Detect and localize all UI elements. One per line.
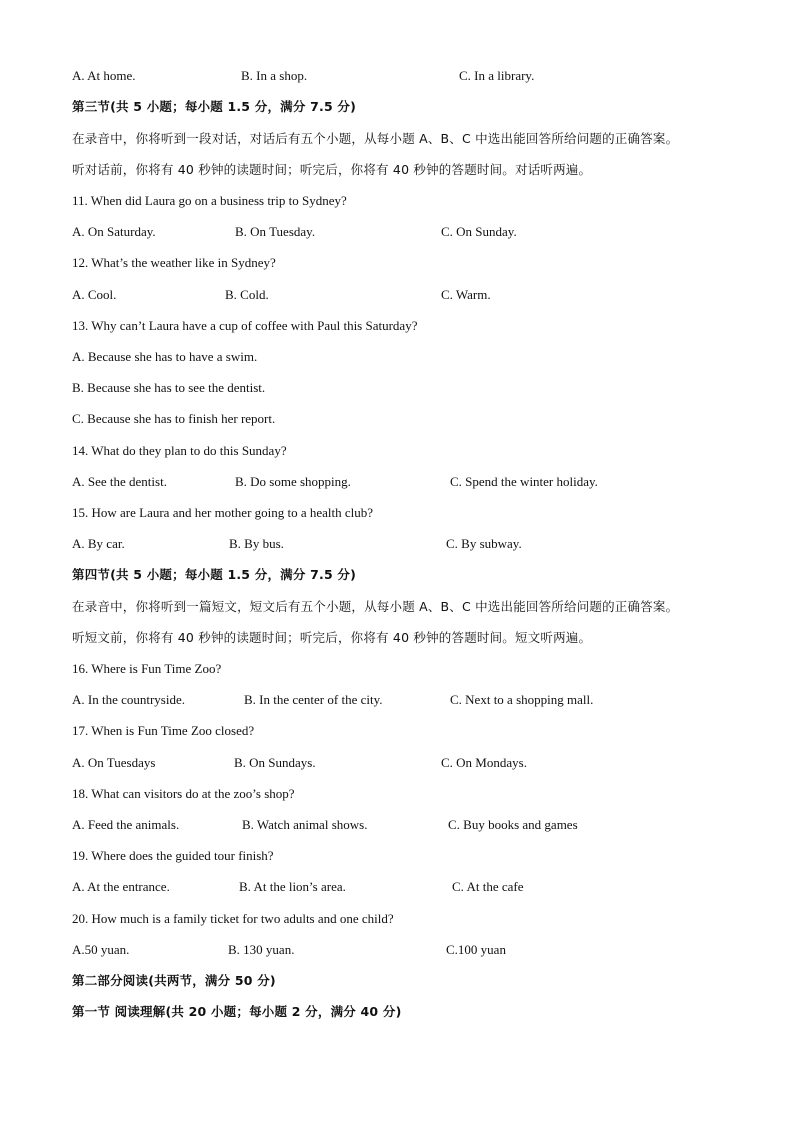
section4-instruction-2: 听短文前，你将有 40 秒钟的读题时间；听完后，你将有 40 秒钟的答题时间。短文听两遍。 (72, 630, 592, 645)
question-11: 11. When did Laura go on a business trip to Sydney? (72, 193, 347, 208)
section3-heading: 第三节(共 5 小题；每小题 1.5 分，满分 7.5 分) (72, 99, 357, 114)
q19-option-c: C. At the cafe (452, 879, 524, 894)
q18-option-b: B. Watch animal shows. (242, 817, 368, 832)
q11-option-b: B. On Tuesday. (235, 224, 316, 239)
q16-option-a: A. In the countryside. (72, 692, 186, 707)
section3-instruction-2: 听对话前，你将有 40 秒钟的读题时间；听完后，你将有 40 秒钟的答题时间。对话听两遍。 (72, 162, 592, 177)
q14-option-b: B. Do some shopping. (235, 474, 351, 489)
q18-option-c: C. Buy books and games (448, 817, 578, 832)
q12-option-c: C. Warm. (441, 287, 491, 302)
q20-option-c: C.100 yuan (446, 942, 506, 957)
q15-option-c: C. By subway. (446, 536, 522, 551)
section4-instruction-1: 在录音中，你将听到一篇短文，短文后有五个小题，从每小题 A、B、C 中选出能回答所给问题的正确答案。 (72, 599, 679, 614)
q13-option-a: A. Because she has to have a swim. (72, 349, 258, 364)
question-13: 13. Why can’t Laura have a cup of coffee with Paul this Saturday? (72, 318, 418, 333)
question-16: 16. Where is Fun Time Zoo? (72, 661, 222, 676)
question-18: 18. What can visitors do at the zoo’s shop? (72, 786, 295, 801)
part2-heading: 第二部分阅读(共两节，满分 50 分) (72, 973, 276, 988)
question-14: 14. What do they plan to do this Sunday? (72, 443, 287, 458)
q13-option-b: B. Because she has to see the dentist. (72, 380, 266, 395)
q16-option-b: B. In the center of the city. (244, 692, 383, 707)
question-17: 17. When is Fun Time Zoo closed? (72, 723, 255, 738)
q12-option-b: B. Cold. (225, 287, 269, 302)
question-15: 15. How are Laura and her mother going to a health club? (72, 505, 374, 520)
q20-option-b: B. 130 yuan. (228, 942, 295, 957)
q16-option-c: C. Next to a shopping mall. (450, 692, 594, 707)
q14-option-c: C. Spend the winter holiday. (450, 474, 598, 489)
q17-option-a: A. On Tuesdays (72, 755, 156, 770)
q11-option-a: A. On Saturday. (72, 224, 156, 239)
question-20: 20. How much is a family ticket for two adults and one child? (72, 911, 394, 926)
q10-option-b: B. In a shop. (241, 68, 308, 83)
q17-option-b: B. On Sundays. (234, 755, 316, 770)
q18-option-a: A. Feed the animals. (72, 817, 180, 832)
q11-option-c: C. On Sunday. (441, 224, 517, 239)
question-12: 12. What’s the weather like in Sydney? (72, 255, 276, 270)
q20-option-a: A.50 yuan. (72, 942, 130, 957)
q14-option-a: A. See the dentist. (72, 474, 167, 489)
q15-option-a: A. By car. (72, 536, 125, 551)
q10-option-c: C. In a library. (459, 68, 535, 83)
q15-option-b: B. By bus. (229, 536, 284, 551)
q19-option-b: B. At the lion’s area. (239, 879, 346, 894)
question-19: 19. Where does the guided tour finish? (72, 848, 274, 863)
q19-option-a: A. At the entrance. (72, 879, 170, 894)
section4-heading: 第四节(共 5 小题；每小题 1.5 分，满分 7.5 分) (72, 567, 357, 582)
q10-option-a: A. At home. (72, 68, 136, 83)
q12-option-a: A. Cool. (72, 287, 117, 302)
q13-option-c: C. Because she has to finish her report. (72, 411, 276, 426)
part2-section1-heading: 第一节 阅读理解(共 20 小题；每小题 2 分，满分 40 分) (72, 1004, 402, 1019)
section3-instruction-1: 在录音中，你将听到一段对话，对话后有五个小题，从每小题 A、B、C 中选出能回答所给问题的正确答案。 (72, 131, 679, 146)
q17-option-c: C. On Mondays. (441, 755, 527, 770)
